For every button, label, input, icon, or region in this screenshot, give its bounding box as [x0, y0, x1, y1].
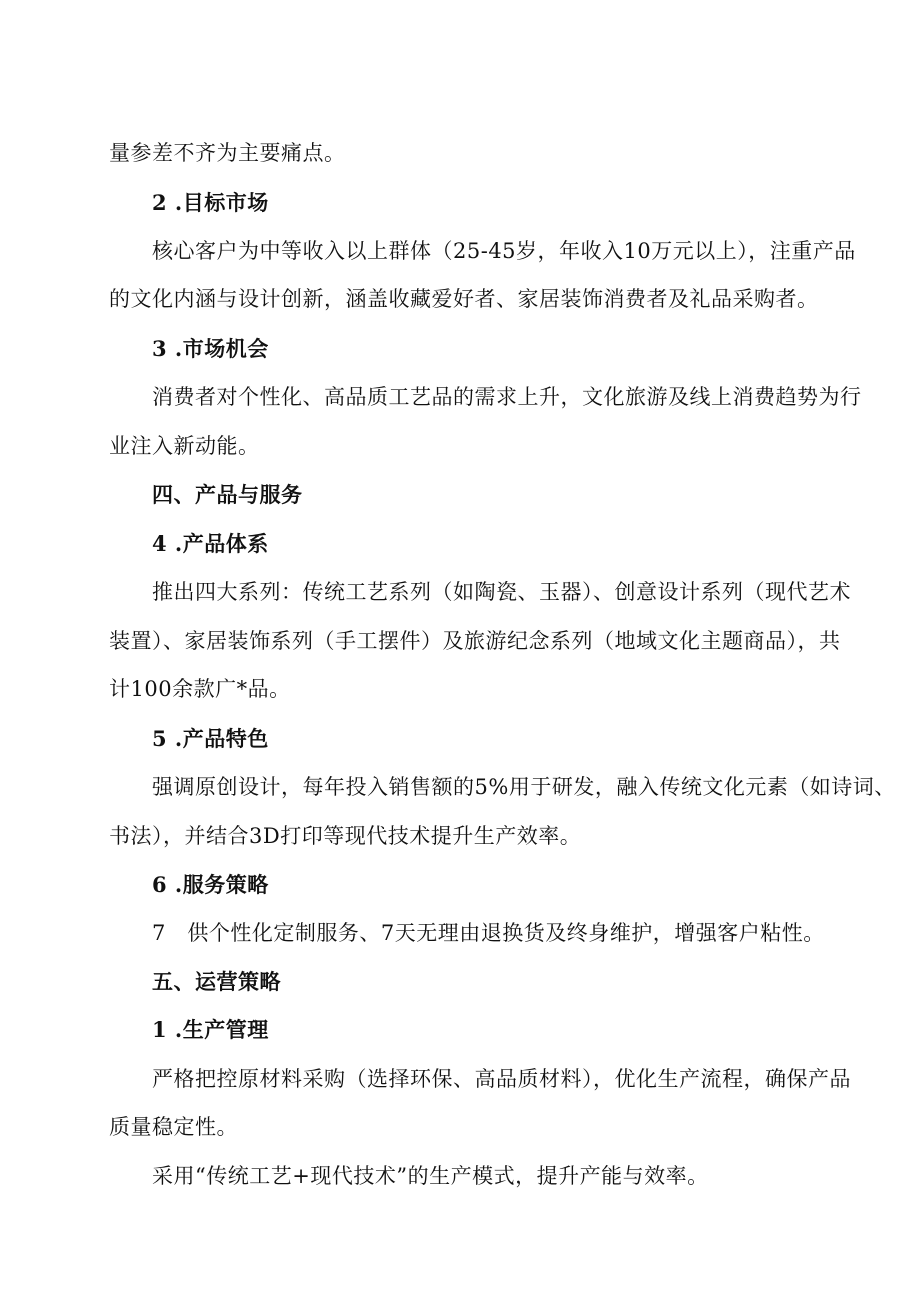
paragraph-line: 严格把控原材料采购（选择环保、高品质材料），优化生产流程，确保产品 — [152, 1067, 851, 1091]
paragraph-line: 采用“传统工艺+现代技术”的生产模式，提升产能与效率。 — [152, 1164, 709, 1188]
paragraph-line: 计100余款广*品。 — [109, 677, 291, 701]
paragraph-line: 消费者对个性化、高品质工艺品的需求上升，文化旅游及线上消费趋势为行 — [152, 385, 862, 409]
subsection-heading: 5 .产品特色 — [152, 726, 269, 751]
paragraph-line: 质量稳定性。 — [109, 1115, 238, 1139]
subsection-heading: 2 .目标市场 — [152, 190, 269, 215]
subsection-heading: 3 .市场机会 — [152, 336, 269, 361]
paragraph-line: 业注入新动能。 — [109, 434, 260, 458]
paragraph-line: 书法），并结合3D打印等现代技术提升生产效率。 — [109, 824, 582, 848]
paragraph-line: 装置）、家居装饰系列（手工摆件）及旅游纪念系列（地域文化主题商品），共 — [109, 629, 841, 653]
subsection-heading: 4 .产品体系 — [152, 531, 269, 556]
paragraph-line: 量参差不齐为主要痛点。 — [109, 141, 346, 165]
paragraph-line: 强调原创设计，每年投入销售额的5%用于研发，融入传统文化元素（如诗词、 — [152, 775, 896, 799]
section-heading: 五、运营策略 — [152, 969, 281, 994]
subsection-heading: 6 .服务策略 — [152, 872, 269, 897]
paragraph-line: 推出四大系列：传统工艺系列（如陶瓷、玉器）、创意设计系列（现代艺术 — [152, 580, 851, 604]
paragraph-line: 的文化内涵与设计创新，涵盖收藏爱好者、家居装饰消费者及礼品采购者。 — [109, 287, 819, 311]
subsection-heading: 1 .生产管理 — [152, 1017, 269, 1042]
paragraph-line: 7 供个性化定制服务、7天无理由退换货及终身维护，增强客户粘性。 — [152, 921, 825, 945]
paragraph-line: 核心客户为中等收入以上群体（25-45岁，年收入10万元以上），注重产品 — [152, 239, 856, 263]
section-heading: 四、产品与服务 — [152, 482, 303, 507]
